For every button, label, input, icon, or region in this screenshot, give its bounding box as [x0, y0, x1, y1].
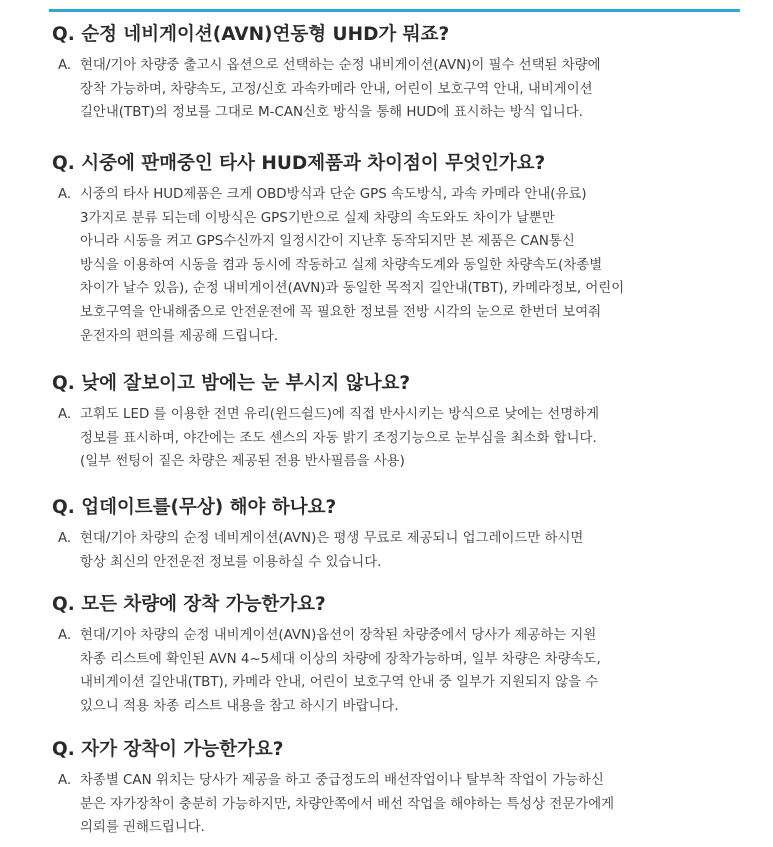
answer-line: 의뢰를 권해드립니다. [80, 820, 205, 836]
faq-question: Q. 시중에 판매중인 타사 HUD제품과 차이점이 무엇인가요? [52, 153, 546, 174]
answer-line: 운전자의 편의를 제공해 드립니다. [80, 328, 279, 344]
answer-line: 항상 최신의 안전운전 정보를 이용하실 수 있습니다. [80, 554, 382, 570]
answer-line: 보호구역을 안내해줌으로 안전운전에 꼭 필요한 정보를 전방 시각의 눈으로 한번더 보여줘 [80, 304, 602, 320]
answer-line: 차종 리스트에 확인된 AVN 4~5세대 이상의 차량에 장착가능하며, 일부 차량은 차량속도, [80, 651, 601, 667]
answer-line: 장착 가능하며, 차량속도, 고정/신호 과속카메라 안내, 어린이 보호구역 안내, 내비게이션 [80, 81, 593, 97]
answer-line: 고휘도 LED 를 이용한 전면 유리(윈드쉴드)에 직접 반사시키는 방식으로 낮에는 선명하게 [80, 407, 600, 422]
answer-line: 현대/기아 차량중 출고시 옵션으로 선택하는 순정 내비게이션(AVN)이 필수 선택된 차량에 [80, 58, 601, 73]
faq-question: Q. 자가 장착이 가능한가요? [52, 739, 284, 760]
answer-line: 길안내(TBT)의 정보를 그대로 M-CAN신호 방식을 통해 HUD에 표시하는 방식 입니다. [80, 105, 583, 121]
faq-item [52, 737, 752, 847]
faq-answer [52, 403, 752, 474]
faq-question: Q. 모든 차량에 장착 가능한가요? [52, 594, 326, 615]
answer-line: (일부 썬팅이 짙은 차량은 제공된 전용 반사필름을 사용) [80, 454, 405, 470]
answer-line: 현대/기아 차량의 순정 내비게이션(AVN)옵션이 장착된 차량중에서 당사가 제공하는 지원 [80, 628, 597, 643]
answer-prefix: A. [58, 407, 72, 422]
answer-line: 시중의 타사 HUD제품은 크게 OBD방식과 단순 GPS 속도방식, 과속 카메라 안내(유료) [80, 187, 587, 202]
faq-answer [52, 183, 752, 348]
faq-item [52, 495, 752, 592]
faq-answer [52, 527, 752, 574]
faq-question: Q. 낮에 잘보이고 밤에는 눈 부시지 않나요? [52, 373, 411, 394]
answer-prefix: A. [58, 531, 72, 546]
faq-answer [52, 624, 752, 718]
faq-answer [52, 54, 752, 125]
faq-question: Q. 순정 네비게이션(AVN)연동형 UHD가 뭐죠? [52, 24, 450, 45]
faq-item [52, 592, 752, 737]
answer-line: 방식을 이용하여 시동을 켬과 동시에 작동하고 실제 차량속도계와 동일한 차량속도(차종별 [80, 257, 603, 273]
faq-item [52, 22, 752, 151]
answer-line: 차이가 날수 있음), 순정 내비게이션(AVN)과 동일한 목적지 길안내(TBT), 카메라정보, 어린이 [80, 281, 625, 297]
top-divider [49, 9, 740, 12]
answer-line: 정보를 표시하며, 야간에는 조도 센스의 자동 밝기 조정기능으로 눈부심을 최소화 합니다. [80, 430, 597, 446]
answer-line: 있으니 적용 차종 리스트 내용을 참고 하시기 바랍니다. [80, 698, 399, 714]
answer-line: 현대/기아 차량의 순정 네비게이션(AVN)은 평생 무료로 제공되니 업그레이드만 하시면 [80, 531, 584, 546]
answer-prefix: A. [58, 187, 72, 202]
answer-prefix: A. [58, 773, 72, 788]
faq-list [52, 22, 752, 847]
faq-item [52, 371, 752, 495]
answer-line: 내비게이션 길안내(TBT), 카메라 안내, 어린이 보호구역 안내 중 일부가 지원되지 않을 수 [80, 675, 599, 691]
answer-line: 차종별 CAN 위치는 당사가 제공을 하고 중급정도의 배선작업이나 탈부착 작업이 가능하신 [80, 773, 604, 788]
answer-line: 3가지로 분류 되는데 이방식은 GPS기반으로 실제 차량의 속도와도 차이가 날뿐만 [80, 210, 555, 226]
faq-question: Q. 업데이트를(무상) 해야 하나요? [52, 497, 337, 518]
faq-item [52, 151, 752, 371]
answer-line: 분은 자가장착이 충분히 가능하지만, 차량안쪽에서 배선 작업을 해야하는 특성상 전문가에게 [80, 796, 615, 812]
answer-line: 아니라 시동을 켜고 GPS수신까지 일정시간이 지난후 동작되지만 본 제품은 CAN통신 [80, 234, 575, 250]
answer-prefix: A. [58, 58, 72, 73]
faq-answer [52, 769, 752, 840]
answer-prefix: A. [58, 628, 72, 643]
